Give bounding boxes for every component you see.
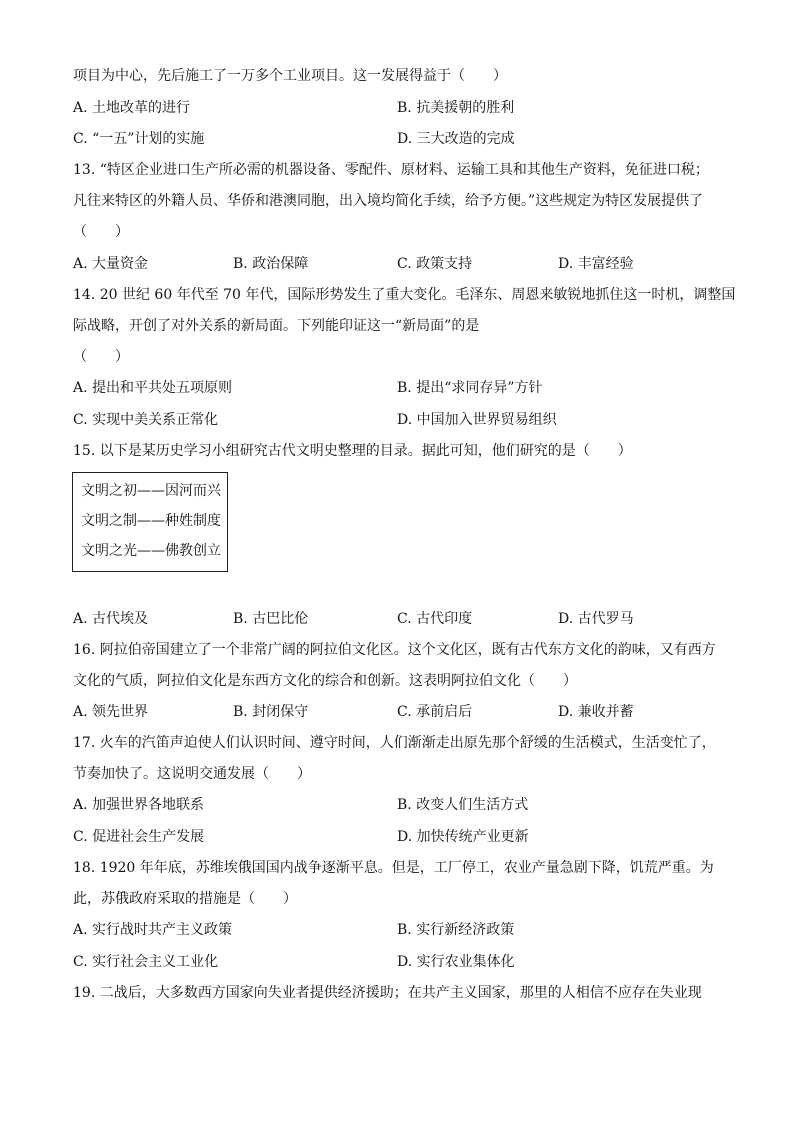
q16-option-d: D. 兼收并蓄 bbox=[558, 704, 634, 720]
q12-option-a: A. 土地改革的进行 bbox=[73, 100, 191, 116]
q18-option-a: A. 实行战时共产主义政策 bbox=[73, 922, 233, 938]
q17-stem-line-1: 17. 火车的汽笛声迫使人们认识时间、遵守时间，人们渐渐走出原先那个舒缓的生活模式，生活变忙了， bbox=[73, 735, 716, 751]
q14-option-a: A. 提出和平共处五项原则 bbox=[73, 380, 233, 396]
q15-option-d: D. 古代罗马 bbox=[558, 611, 634, 627]
q13-option-a: A. 大量资金 bbox=[73, 256, 149, 272]
q15-catalog-box bbox=[72, 472, 228, 572]
q13-option-b: B. 政治保障 bbox=[233, 256, 309, 272]
catalog-item: 文明之初——因河而兴 bbox=[81, 483, 221, 499]
q16-stem-line-2: 文化的气质，阿拉伯文化是东西方文化的综合和创新。这表明阿拉伯文化（ ） bbox=[73, 673, 577, 689]
q18-option-b: B. 实行新经济政策 bbox=[397, 922, 515, 938]
q16-option-b: B. 封闭保守 bbox=[233, 704, 309, 720]
q14-answer-blank: （ ） bbox=[73, 349, 129, 365]
q18-stem-line-2: 此，苏俄政府采取的措施是（ ） bbox=[73, 891, 297, 907]
q17-option-c: C. 促进社会生产发展 bbox=[73, 829, 205, 845]
q13-option-c: C. 政策支持 bbox=[397, 256, 473, 272]
q15-stem: 15. 以下是某历史学习小组研究古代文明史整理的目录。据此可知，他们研究的是（ ） bbox=[73, 443, 632, 459]
q19-stem: 19. 二战后，大多数西方国家向失业者提供经济援助；在共产主义国家，那里的人相信不应存在失业现 bbox=[73, 985, 702, 1001]
q14-option-c: C. 实现中美关系正常化 bbox=[73, 412, 219, 428]
q16-option-c: C. 承前启后 bbox=[397, 704, 473, 720]
q16-stem-line-1: 16. 阿拉伯帝国建立了一个非常广阔的阿拉伯文化区。这个文化区，既有古代东方文化的韵味，又有西方 bbox=[73, 642, 716, 658]
catalog-item: 文明之制——种姓制度 bbox=[81, 513, 221, 529]
q17-stem-line-2: 节奏加快了。这说明交通发展（ ） bbox=[73, 766, 311, 782]
q17-option-d: D. 加快传统产业更新 bbox=[397, 829, 529, 845]
q14-option-d: D. 中国加入世界贸易组织 bbox=[397, 412, 557, 428]
q18-option-d: D. 实行农业集体化 bbox=[397, 954, 515, 970]
q16-option-a: A. 领先世界 bbox=[73, 704, 149, 720]
q12-option-d: D. 三大改造的完成 bbox=[397, 131, 515, 147]
q12-option-b: B. 抗美援朝的胜利 bbox=[397, 100, 515, 116]
q15-option-a: A. 古代埃及 bbox=[73, 611, 149, 627]
q13-option-d: D. 丰富经验 bbox=[558, 256, 634, 272]
q13-answer-blank: （ ） bbox=[73, 224, 129, 240]
q14-stem-line-2: 际战略，开创了对外关系的新局面。下列能印证这一“新局面”的是 bbox=[73, 318, 480, 334]
q12-stem: 项目为中心，先后施工了一万多个工业项目。这一发展得益于（ ） bbox=[73, 68, 507, 84]
q17-option-a: A. 加强世界各地联系 bbox=[73, 797, 205, 813]
q15-option-b: B. 古巴比伦 bbox=[233, 611, 309, 627]
q17-option-b: B. 改变人们生活方式 bbox=[397, 797, 529, 813]
q18-option-c: C. 实行社会主义工业化 bbox=[73, 954, 219, 970]
q14-stem-line-1: 14. 20 世纪 60 年代至 70 年代，国际形势发生了重大变化。毛泽东、周恩来敏锐地抓住这一时机，调整国 bbox=[73, 287, 736, 303]
q13-stem-line-1: 13. “特区企业进口生产所必需的机器设备、零配件、原材料、运输工具和其他生产资料，免征进口税； bbox=[73, 162, 709, 178]
q13-stem-line-2: 凡往来特区的外籍人员、华侨和港澳同胞，出入境均简化手续，给予方便。”这些规定为特区发展提供了 bbox=[73, 193, 704, 209]
q14-option-b: B. 提出“求同存异”方针 bbox=[397, 380, 543, 396]
q12-option-c: C. “一五”计划的实施 bbox=[73, 131, 205, 147]
q18-stem-line-1: 18. 1920 年年底，苏维埃俄国国内战争逐渐平息。但是，工厂停工，农业产量急剧下降，饥荒严重。为 bbox=[73, 860, 714, 876]
q15-option-c: C. 古代印度 bbox=[397, 611, 473, 627]
catalog-item: 文明之光——佛教创立 bbox=[81, 543, 221, 559]
